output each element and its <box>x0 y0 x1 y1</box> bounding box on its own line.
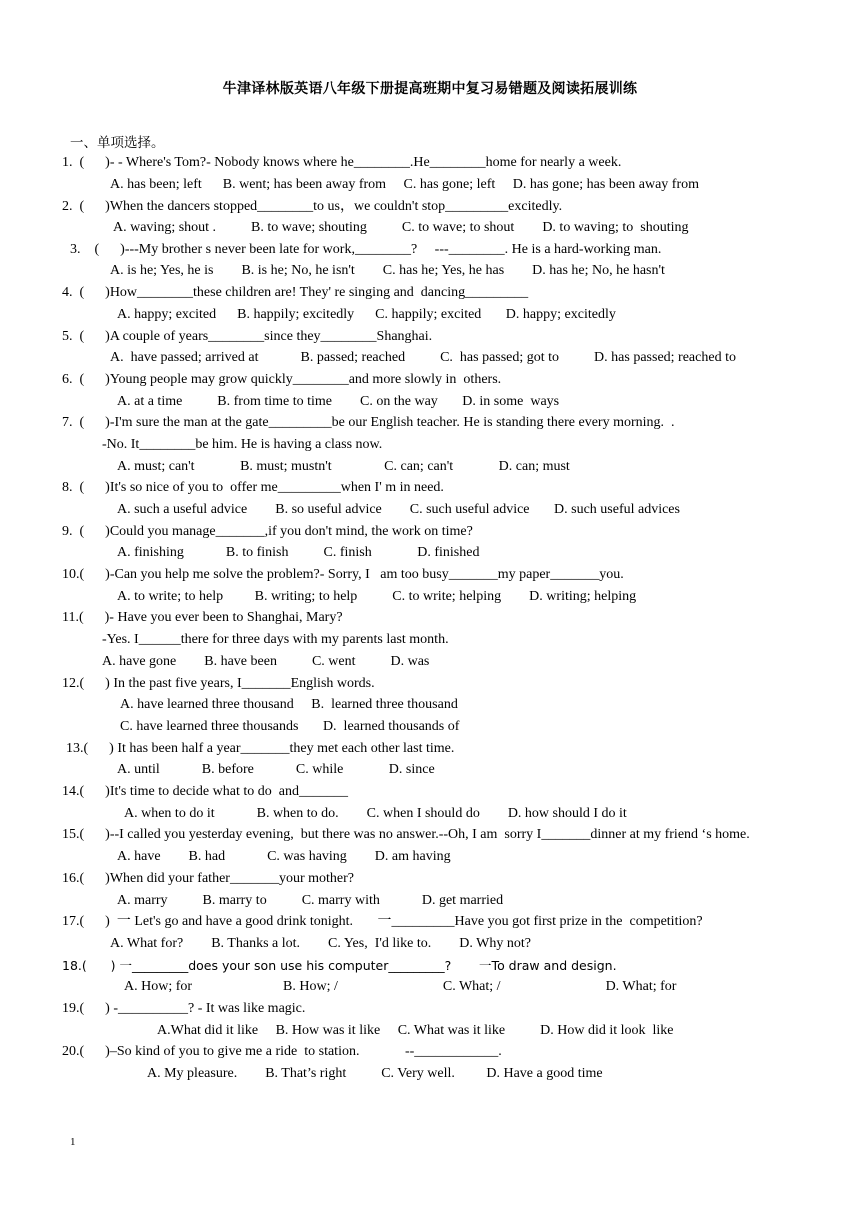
options-line: A. have B. had C. was having D. am having <box>117 849 451 864</box>
options-line: C. have learned three thousands D. learned thousands of <box>120 719 460 734</box>
question-line: 3. ( )---My brother s never been late for work,________? ---________. He is a hard-working man. <box>70 242 662 257</box>
question-line: 2. ( )When the dancers stopped________to us，we couldn't stop_________excitedly. <box>62 199 563 214</box>
question-line: -No. It________be him. He is having a class now. <box>102 437 383 452</box>
options-line: A. must; can't B. must; mustn't C. can; can't D. can; must <box>117 459 570 474</box>
question-line: 16.( )When did your father_______your mother? <box>62 871 354 886</box>
options-line: A. has been; left B. went; has been away from C. has gone; left D. has gone; has been away from <box>110 177 700 192</box>
options-line: A. happy; excited B. happily; excitedly C. happily; excited D. happy; excitedly <box>117 307 616 322</box>
options-line: A. How; for B. How; / C. What; / D. What; for <box>124 979 677 994</box>
question-line: 15.( )--I called you yesterday evening, but there was no answer.--Oh, I am sorry I_______dinner at my friend ‘s home. <box>62 827 750 842</box>
question-line: 9. ( )Could you manage_______,if you don't mind, the work on time? <box>62 524 473 539</box>
options-line: A. waving; shout . B. to wave; shouting C. to wave; to shout D. to waving; to shouting <box>113 220 689 235</box>
options-line: A. marry B. marry to C. marry with D. get married <box>117 893 504 908</box>
options-line: A. to write; to help B. writing; to help C. to write; helping D. writing; helping <box>117 589 637 604</box>
options-line: A.What did it like B. How was it like C. What was it like D. How did it look like <box>157 1023 674 1038</box>
options-line: A. have passed; arrived at B. passed; reached C. has passed; got to D. has passed; reached to <box>110 350 736 365</box>
question-line: 10.( )-Can you help me solve the problem?- Sorry, I am too busy_______my paper_______you. <box>62 567 624 582</box>
options-line: A. have learned three thousand B. learned three thousand <box>120 697 458 712</box>
section-heading: 一、单项选择。 <box>70 135 165 151</box>
question-line: 6. ( )Young people may grow quickly________and more slowly in others. <box>62 372 502 387</box>
options-line: A. finishing B. to finish C. finish D. finished <box>117 545 480 560</box>
options-line: A. when to do it B. when to do. C. when I should do D. how should I do it <box>124 806 627 821</box>
options-line: A. until B. before C. while D. since <box>117 762 435 777</box>
options-line: A. is he; Yes, he is B. is he; No, he isn't C. has he; Yes, he has D. has he; No, he hasn't <box>110 263 665 278</box>
question-line: 7. ( )-I'm sure the man at the gate_________be our English teacher. He is standing there every morning. . <box>62 415 675 430</box>
question-line: 14.( )It's time to decide what to do and_______ <box>62 784 348 799</box>
question-line: 18.( ) 一_________does your son use his computer_________? 一To draw and design. <box>62 958 617 973</box>
options-line: A. have gone B. have been C. went D. was <box>102 654 430 669</box>
options-line: A. such a useful advice B. so useful advice C. such useful advice D. such useful advices <box>117 502 680 517</box>
question-line: 5. ( )A couple of years________since they________Shanghai. <box>62 329 433 344</box>
options-line: A. at a time B. from time to time C. on the way D. in some ways <box>117 394 560 409</box>
question-line: 17.( ) 一 Let's go and have a good drink tonight. 一_________Have you got first prize in the competition? <box>62 914 703 929</box>
question-line: 11.( )- Have you ever been to Shanghai, Mary? <box>62 610 343 625</box>
question-line: 19.( ) -__________? - It was like magic. <box>62 1001 306 1016</box>
options-line: A. My pleasure. B. That’s right C. Very well. D. Have a good time <box>147 1066 603 1081</box>
question-line: 12.( ) In the past five years, I_______English words. <box>62 676 375 691</box>
question-line: 4. ( )How________these children are! They' re singing and dancing_________ <box>62 285 529 300</box>
question-line: 20.( )–So kind of you to give me a ride to station. --____________. <box>62 1044 502 1059</box>
options-line: A. What for? B. Thanks a lot. C. Yes, I'd like to. D. Why not? <box>110 936 531 951</box>
question-line: 13.( ) It has been half a year_______they met each other last time. <box>66 741 455 756</box>
question-line: 1. ( )- - Where's Tom?- Nobody knows where he________.He________home for nearly a week. <box>62 155 622 170</box>
question-line: 8. ( )It's so nice of you to offer me_________when I' m in need. <box>62 480 444 495</box>
question-line: -Yes. I______there for three days with my parents last month. <box>102 632 449 647</box>
page-title: 牛津译林版英语八年级下册提高班期中复习易错题及阅读拓展训练 <box>222 81 638 97</box>
page-number: 1 <box>70 1136 76 1148</box>
